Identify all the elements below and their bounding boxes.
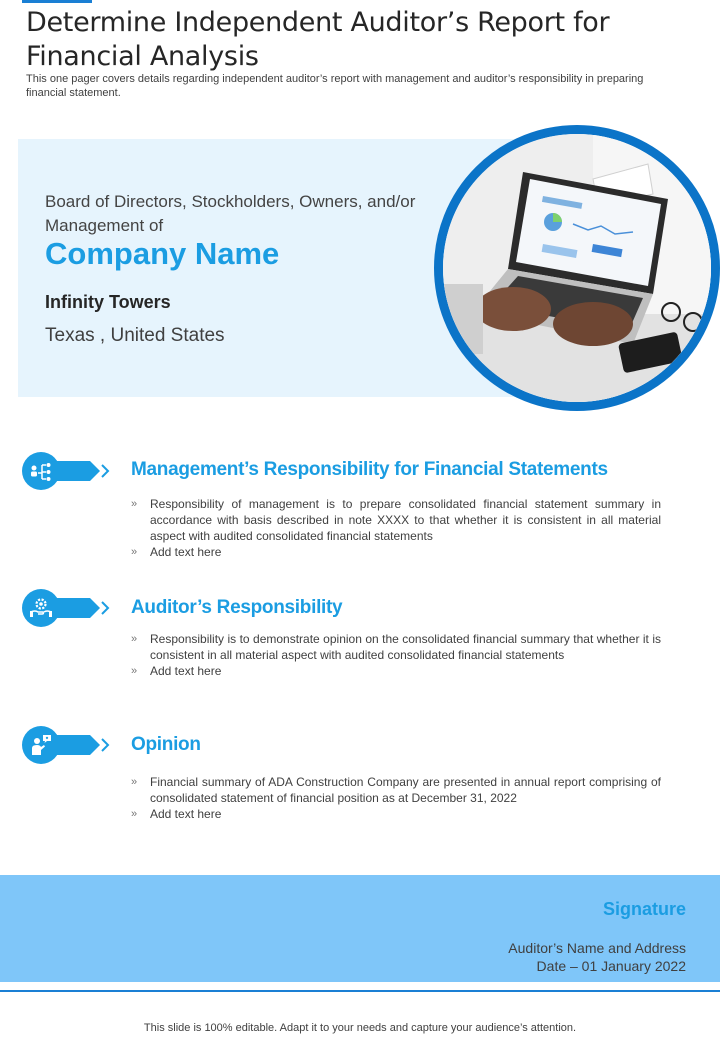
bullet-marker: » [131,633,138,645]
signature-title: Signature [602,899,686,919]
list-item [131,774,661,806]
list-item [131,663,661,679]
section-title: Auditor’s Responsibility [131,597,343,618]
bullet-marker: » [131,498,138,510]
building-name: Infinity Towers [45,292,171,312]
addressee-text: Board of Directors, Stockholders, Owners, and/or Management of [45,192,416,235]
location-text: Texas , United States [45,325,225,346]
auditor-name-address: Auditor’s Name and Address [508,940,686,956]
page-title: Determine Independent Auditor’s Report for Financial Analysis [26,7,610,72]
arrow-right-icon [52,461,110,481]
footer-divider [0,990,720,992]
list-item [131,496,661,544]
footer-note: This slide is 100% editable. Adapt it to your needs and capture your audience’s attention. [143,1022,577,1034]
section-title: Management’s Responsibility for Financial Statements [131,459,608,480]
bullet-text: Add text here [150,664,222,678]
bullet-list [131,496,661,560]
bullet-text: Responsibility of management is to prepare consolidated financial statement summary in accordance with basis described in note XXXX to that whether it is consistent in all material aspect with audited consolidated financial statements [150,497,661,543]
bullet-marker: » [131,546,138,558]
bullet-list [131,774,661,822]
bullet-marker: » [131,808,138,820]
bullet-list [131,631,661,679]
bullet-text: Financial summary of ADA Construction Company are presented in annual report comprising of consolidated statement of financial position as at December 31, 2022 [150,775,661,805]
arrow-right-icon [52,735,110,755]
bullet-text: Add text here [150,545,222,559]
list-item [131,544,661,560]
bullet-marker: » [131,665,138,677]
bullet-text: Responsibility is to demonstrate opinion on the consolidated financial summary that whether it is consistent in all material aspect with audited consolidated financial statements [150,632,661,662]
list-item [131,806,661,822]
page-subtitle: This one pager covers details regarding independent auditor’s report with management and auditor’s responsibility in preparing financial statement. [26,73,644,99]
bullet-marker: » [131,776,138,788]
signature-date: Date – 01 January 2022 [536,958,686,974]
top-accent-bar [22,0,92,3]
list-item [131,631,661,663]
bullet-text: Add text here [150,807,222,821]
arrow-right-icon [52,598,110,618]
company-name: Company Name [45,236,280,271]
laptop-photo [434,125,720,411]
section-title: Opinion [131,734,201,755]
